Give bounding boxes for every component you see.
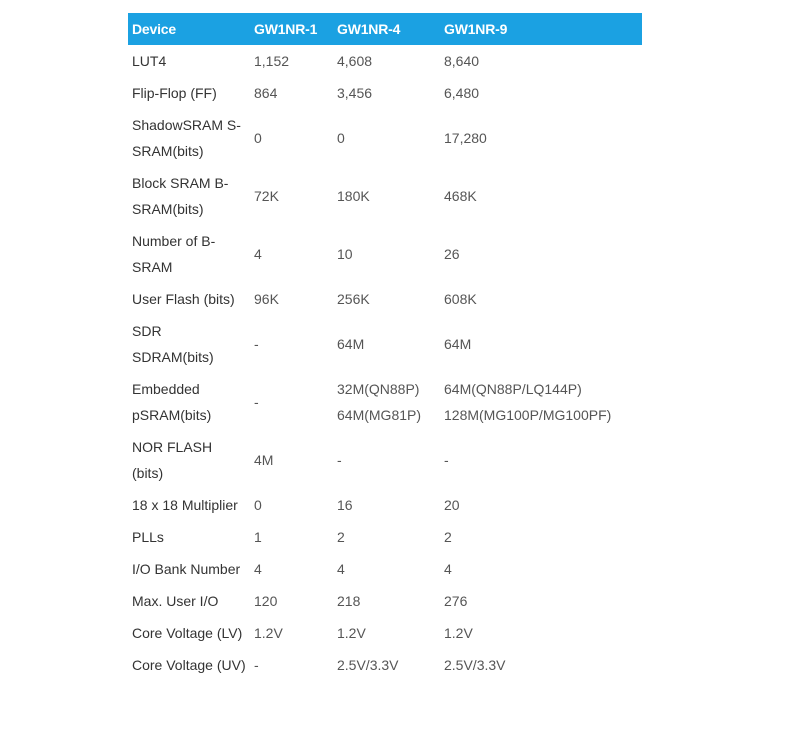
row-label: LUT4 xyxy=(132,53,167,69)
cell-value: 180K xyxy=(337,188,370,204)
cell-value: 16 xyxy=(337,497,353,513)
cell-value: 4 xyxy=(444,561,452,577)
cell-value: 1 xyxy=(254,529,262,545)
table-row xyxy=(128,617,642,649)
cell-value: - xyxy=(254,657,259,673)
cell-value: 1.2V xyxy=(337,625,366,641)
row-label: SDR SDRAM(bits) xyxy=(132,323,214,365)
row-label: Max. User I/O xyxy=(132,593,219,609)
row-label: I/O Bank Number xyxy=(132,561,241,577)
row-label: Core Voltage (LV) xyxy=(132,625,243,641)
cell-value: 8,640 xyxy=(444,53,480,69)
header-device: Device xyxy=(132,21,176,37)
table-row xyxy=(128,45,642,77)
cell-value: 608K xyxy=(444,291,477,307)
cell-value: 4 xyxy=(337,561,345,577)
row-label: Number of B-SRAM xyxy=(132,233,216,275)
row-label: Block SRAM B-SRAM(bits) xyxy=(132,175,229,217)
cell-value: 64M xyxy=(444,336,472,352)
table-row xyxy=(128,315,642,373)
cell-value: 276 xyxy=(444,593,468,609)
row-label: ShadowSRAM S-SRAM(bits) xyxy=(132,117,241,159)
cell-value: 17,280 xyxy=(444,130,487,146)
cell-value: 64M(QN88P/LQ144P) 128M(MG100P/MG100PF) xyxy=(444,381,612,423)
row-label: NOR FLASH (bits) xyxy=(132,439,213,481)
cell-value: 3,456 xyxy=(337,85,373,101)
table-header-row xyxy=(128,13,642,45)
table-row xyxy=(128,521,642,553)
table-row xyxy=(128,649,642,681)
cell-value: 32M(QN88P) 64M(MG81P) xyxy=(337,381,422,423)
table-row xyxy=(128,585,642,617)
row-label: Flip-Flop (FF) xyxy=(132,85,217,101)
table-row xyxy=(128,167,642,225)
cell-value: - xyxy=(254,336,259,352)
cell-value: 256K xyxy=(337,291,370,307)
cell-value: 0 xyxy=(254,497,262,513)
row-label: User Flash (bits) xyxy=(132,291,235,307)
cell-value: - xyxy=(444,452,449,468)
table-row xyxy=(128,553,642,585)
cell-value: 1.2V xyxy=(254,625,283,641)
cell-value: 26 xyxy=(444,246,460,262)
table-row xyxy=(128,225,642,283)
table-row xyxy=(128,77,642,109)
table-row xyxy=(128,109,642,167)
cell-value: 72K xyxy=(254,188,279,204)
row-label: PLLs xyxy=(132,529,164,545)
cell-value: 4,608 xyxy=(337,53,373,69)
cell-value: - xyxy=(337,452,342,468)
cell-value: 1.2V xyxy=(444,625,473,641)
header-gw1nr-9: GW1NR-9 xyxy=(444,21,508,37)
cell-value: 4 xyxy=(254,561,262,577)
cell-value: 1,152 xyxy=(254,53,290,69)
device-spec-table xyxy=(128,13,642,681)
cell-value: 218 xyxy=(337,593,361,609)
row-label: 18 x 18 Multiplier xyxy=(132,497,238,513)
cell-value: 0 xyxy=(254,130,262,146)
table-row xyxy=(128,489,642,521)
header-gw1nr-1: GW1NR-1 xyxy=(254,21,318,37)
cell-value: 0 xyxy=(337,130,345,146)
cell-value: 2 xyxy=(337,529,345,545)
table-row xyxy=(128,373,642,431)
cell-value: 2.5V/3.3V xyxy=(337,657,399,673)
table-row xyxy=(128,431,642,489)
cell-value: 4 xyxy=(254,246,262,262)
row-label: Embedded pSRAM(bits) xyxy=(132,381,212,423)
cell-value: 64M xyxy=(337,336,365,352)
cell-value: 468K xyxy=(444,188,477,204)
cell-value: 20 xyxy=(444,497,460,513)
cell-value: 96K xyxy=(254,291,279,307)
cell-value: 120 xyxy=(254,593,278,609)
cell-value: 2 xyxy=(444,529,452,545)
row-label: Core Voltage (UV) xyxy=(132,657,246,673)
cell-value: 864 xyxy=(254,85,278,101)
cell-value: - xyxy=(254,394,259,410)
cell-value: 6,480 xyxy=(444,85,480,101)
cell-value: 10 xyxy=(337,246,353,262)
header-gw1nr-4: GW1NR-4 xyxy=(337,21,401,37)
cell-value: 4M xyxy=(254,452,274,468)
table-row xyxy=(128,283,642,315)
cell-value: 2.5V/3.3V xyxy=(444,657,506,673)
